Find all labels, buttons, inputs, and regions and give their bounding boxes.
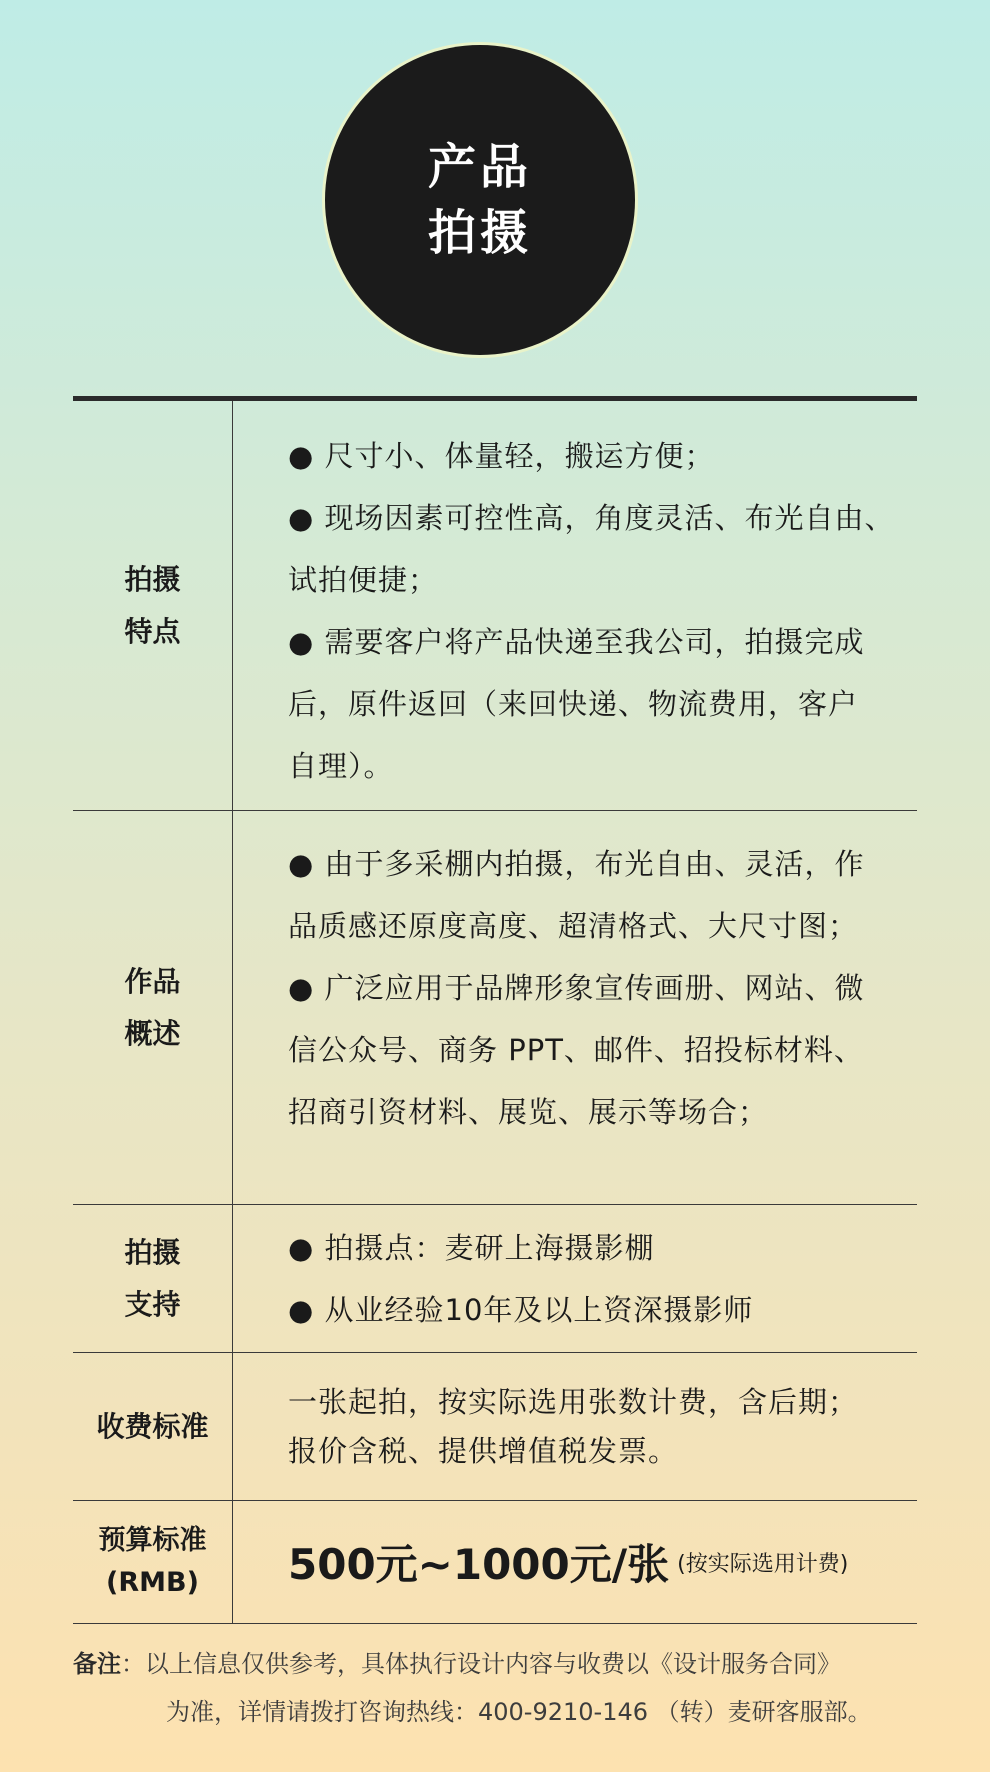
content-line: 后，原件返回（来回快递、物流费用，客户 bbox=[288, 687, 859, 721]
title-line-2: 拍摄 bbox=[427, 205, 532, 261]
content-line: 自理）。 bbox=[288, 749, 394, 783]
content-line: 招商引资材料、展览、展示等场合； bbox=[288, 1095, 769, 1129]
label-line: 支持 bbox=[124, 1287, 181, 1321]
label-line: (RMB) bbox=[106, 1567, 199, 1598]
content-line: ● 广泛应用于品牌形象宣传画册、网站、微 bbox=[288, 971, 865, 1005]
row-label bbox=[73, 1353, 233, 1500]
row-pricing bbox=[73, 1353, 917, 1501]
content-line: ● 尺寸小、体量轻，搬运方便； bbox=[288, 439, 715, 473]
row-content bbox=[233, 401, 917, 810]
row-overview bbox=[73, 811, 917, 1205]
content-line: ● 从业经验10年及以上资深摄影师 bbox=[288, 1293, 754, 1327]
content-line: 一张起拍，按实际选用张数计费，含后期； bbox=[288, 1385, 859, 1419]
label-line: 特点 bbox=[124, 614, 181, 648]
label-line: 概述 bbox=[124, 1016, 181, 1050]
note-prefix: 备注 bbox=[73, 1650, 121, 1678]
label-line: 拍摄 bbox=[124, 562, 181, 596]
row-label bbox=[73, 1205, 233, 1352]
row-support bbox=[73, 1205, 917, 1353]
content-line: ● 由于多采棚内拍摄，布光自由、灵活，作 bbox=[288, 847, 865, 881]
note-line-1: ：以上信息仅供参考，具体执行设计内容与收费以《设计服务合同》 bbox=[121, 1650, 841, 1678]
title-badge bbox=[325, 45, 635, 355]
row-budget bbox=[73, 1501, 917, 1624]
row-label bbox=[73, 401, 233, 810]
content-line: ● 现场因素可控性高，角度灵活、布光自由、 bbox=[288, 501, 895, 535]
label-line: 收费标准 bbox=[96, 1409, 209, 1443]
content-line: 品质感还原度高度、超清格式、大尺寸图； bbox=[288, 909, 859, 943]
content-line: 试拍便捷； bbox=[288, 563, 439, 597]
note-line-2: 为准，详情请拨打咨询热线：400-9210-146 （转）麦研客服部。 bbox=[166, 1698, 872, 1726]
footnote bbox=[73, 1640, 933, 1736]
row-label bbox=[73, 811, 233, 1204]
row-features bbox=[73, 401, 917, 811]
price-range: 500元~1000元/张 bbox=[288, 1540, 670, 1589]
row-content bbox=[233, 1501, 917, 1623]
content-line: 信公众号、商务 PPT、邮件、招投标材料、 bbox=[288, 1033, 864, 1067]
content-line: ● 需要客户将产品快递至我公司，拍摄完成 bbox=[288, 625, 865, 659]
row-label bbox=[73, 1501, 233, 1623]
row-content bbox=[233, 1205, 917, 1352]
title-line-1: 产品 bbox=[427, 139, 532, 195]
label-line: 拍摄 bbox=[124, 1235, 181, 1269]
label-line: 预算标准 bbox=[98, 1525, 207, 1556]
content-line: 报价含税、提供增值税发票。 bbox=[288, 1434, 679, 1468]
content-line: ● 拍摄点：麦研上海摄影棚 bbox=[288, 1231, 655, 1265]
info-table bbox=[73, 396, 917, 1624]
row-content bbox=[233, 1353, 917, 1500]
label-line: 作品 bbox=[124, 964, 181, 998]
price-note: (按实际选用计费) bbox=[677, 1551, 849, 1577]
row-content bbox=[233, 811, 917, 1204]
